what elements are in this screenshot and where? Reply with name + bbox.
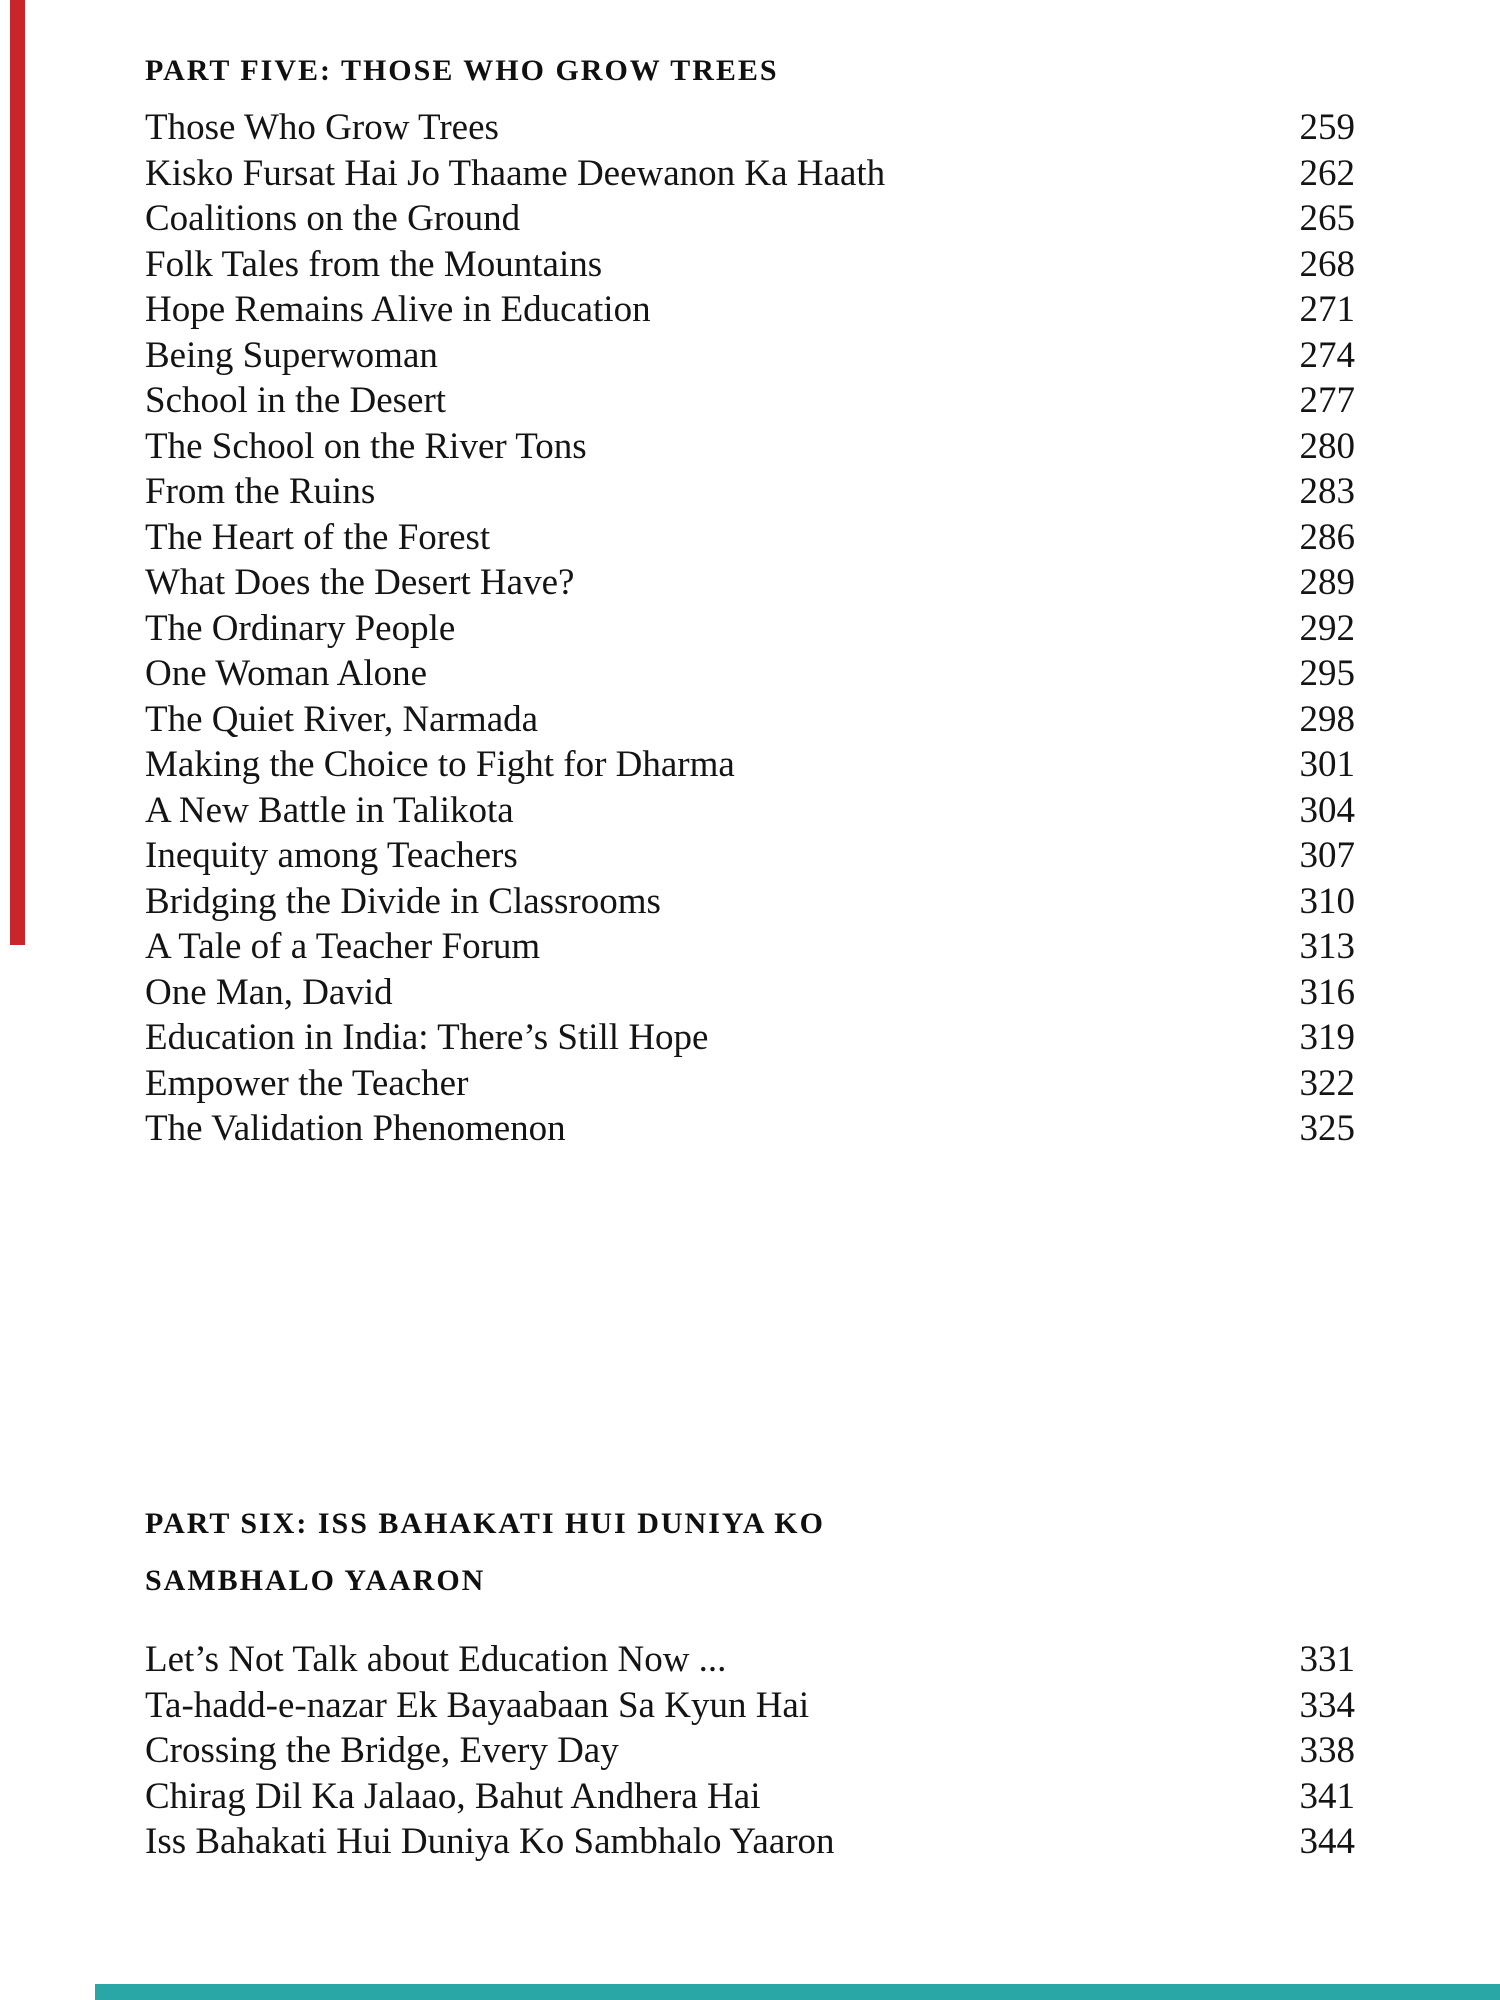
toc-entry-page: 259 [1299, 107, 1355, 148]
toc-entry-title: Folk Tales from the Mountains [145, 243, 603, 285]
toc-entry [145, 651, 1355, 697]
toc-entry-page: 319 [1299, 1017, 1355, 1058]
toc-entry-page: 338 [1299, 1730, 1355, 1771]
toc-entry-page: 277 [1299, 380, 1355, 421]
toc-entry [145, 924, 1355, 970]
toc-entry [145, 1637, 1355, 1683]
scan-edge-artifact-bottom [95, 1984, 1500, 2000]
toc-entry-title: The Quiet River, Narmada [145, 698, 539, 740]
toc-entry [145, 1728, 1355, 1774]
toc-entry-title: The Ordinary People [145, 607, 456, 649]
toc-entry [145, 833, 1355, 879]
part-five-entries [145, 105, 1355, 1152]
toc-entry-title: A Tale of a Teacher Forum [145, 926, 541, 967]
toc-entry [145, 105, 1355, 151]
toc-entry-title: Making the Choice to Fight for Dharma [145, 744, 735, 785]
toc-entry-title: Empower the Teacher [145, 1062, 469, 1104]
toc-entry [145, 242, 1355, 288]
toc-entry-title: Those Who Grow Trees [145, 107, 499, 148]
toc-entry-page: 325 [1299, 1108, 1355, 1149]
toc-entry-page: 313 [1299, 926, 1355, 967]
part-six-heading-line2: SAMBHALO YAARON [145, 1564, 486, 1597]
toc-entry-page: 289 [1299, 562, 1355, 603]
part-six-heading [145, 1495, 825, 1609]
toc-entry [145, 606, 1355, 652]
toc-entry [145, 697, 1355, 743]
toc-entry-title: Coalitions on the Ground [145, 198, 521, 239]
toc-entry-title: Kisko Fursat Hai Jo Thaame Deewanon Ka Haath [145, 152, 886, 194]
toc-entry-page: 292 [1299, 607, 1355, 649]
toc-entry [145, 1683, 1355, 1729]
toc-entry-title: One Man, David [145, 971, 393, 1013]
toc-entry-page: 274 [1299, 334, 1355, 376]
toc-entry [145, 151, 1355, 197]
toc-entry-title: Crossing the Bridge, Every Day [145, 1730, 619, 1771]
toc-entry-page: 283 [1299, 471, 1355, 512]
toc-entry-page: 344 [1299, 1821, 1355, 1862]
toc-entry-title: What Does the Desert Have? [145, 562, 575, 603]
toc-entry-page: 280 [1299, 425, 1355, 467]
toc-entry [145, 560, 1355, 606]
part-six-heading-line1: PART SIX: ISS BAHAKATI HUI DUNIYA KO [145, 1507, 825, 1540]
toc-entry [145, 970, 1355, 1016]
toc-entry [145, 515, 1355, 561]
toc-entry-title: Chirag Dil Ka Jalaao, Bahut Andhera Hai [145, 1775, 761, 1817]
toc-entry [145, 378, 1355, 424]
toc-entry-title: Let’s Not Talk about Education Now ... [145, 1639, 727, 1680]
toc-entry [145, 287, 1355, 333]
toc-entry-title: Iss Bahakati Hui Duniya Ko Sambhalo Yaaron [145, 1821, 835, 1862]
toc-entry [145, 1015, 1355, 1061]
toc-entry-page: 262 [1299, 152, 1355, 194]
toc-entry-title: Being Superwoman [145, 334, 438, 376]
toc-entry-page: 265 [1299, 198, 1355, 239]
toc-entry-page: 334 [1299, 1684, 1355, 1726]
toc-entry [145, 788, 1355, 834]
toc-entry-title: Education in India: There’s Still Hope [145, 1017, 709, 1058]
toc-entry-title: One Woman Alone [145, 653, 428, 694]
toc-entry-page: 268 [1299, 243, 1355, 285]
toc-entry [145, 1106, 1355, 1152]
toc-entry-title: Ta-hadd-e-nazar Ek Bayaabaan Sa Kyun Hai [145, 1684, 810, 1726]
toc-entry-title: Inequity among Teachers [145, 835, 518, 876]
toc-entry-page: 304 [1299, 789, 1355, 831]
part-five-heading: PART FIVE: THOSE WHO GROW TREES [145, 54, 779, 87]
toc-entry [145, 1774, 1355, 1820]
toc-entry [145, 879, 1355, 925]
toc-entry-page: 322 [1299, 1062, 1355, 1104]
toc-entry-page: 307 [1299, 835, 1355, 876]
toc-entry-page: 341 [1299, 1775, 1355, 1817]
toc-entry [145, 469, 1355, 515]
toc-entry-title: The Heart of the Forest [145, 516, 491, 558]
toc-entry [145, 1061, 1355, 1107]
toc-entry-title: Hope Remains Alive in Education [145, 289, 651, 330]
toc-entry-title: The Validation Phenomenon [145, 1108, 566, 1149]
toc-entry [145, 424, 1355, 470]
toc-entry-page: 286 [1299, 516, 1355, 558]
toc-entry [145, 742, 1355, 788]
scan-edge-artifact-left [10, 0, 25, 945]
toc-entry-title: From the Ruins [145, 471, 376, 512]
toc-entry-page: 298 [1299, 698, 1355, 740]
toc-entry-page: 310 [1299, 880, 1355, 922]
toc-entry [145, 1819, 1355, 1865]
toc-entry-page: 295 [1299, 653, 1355, 694]
toc-entry-title: School in the Desert [145, 380, 447, 421]
toc-entry-title: Bridging the Divide in Classrooms [145, 880, 661, 922]
toc-entry-page: 331 [1299, 1639, 1355, 1680]
toc-entry-title: The School on the River Tons [145, 425, 587, 467]
toc-entry-page: 316 [1299, 971, 1355, 1013]
toc-entry-page: 271 [1299, 289, 1355, 330]
toc-entry-page: 301 [1299, 744, 1355, 785]
part-six-entries [145, 1637, 1355, 1865]
toc-entry [145, 196, 1355, 242]
toc-entry-title: A New Battle in Talikota [145, 789, 514, 831]
toc-entry [145, 333, 1355, 379]
